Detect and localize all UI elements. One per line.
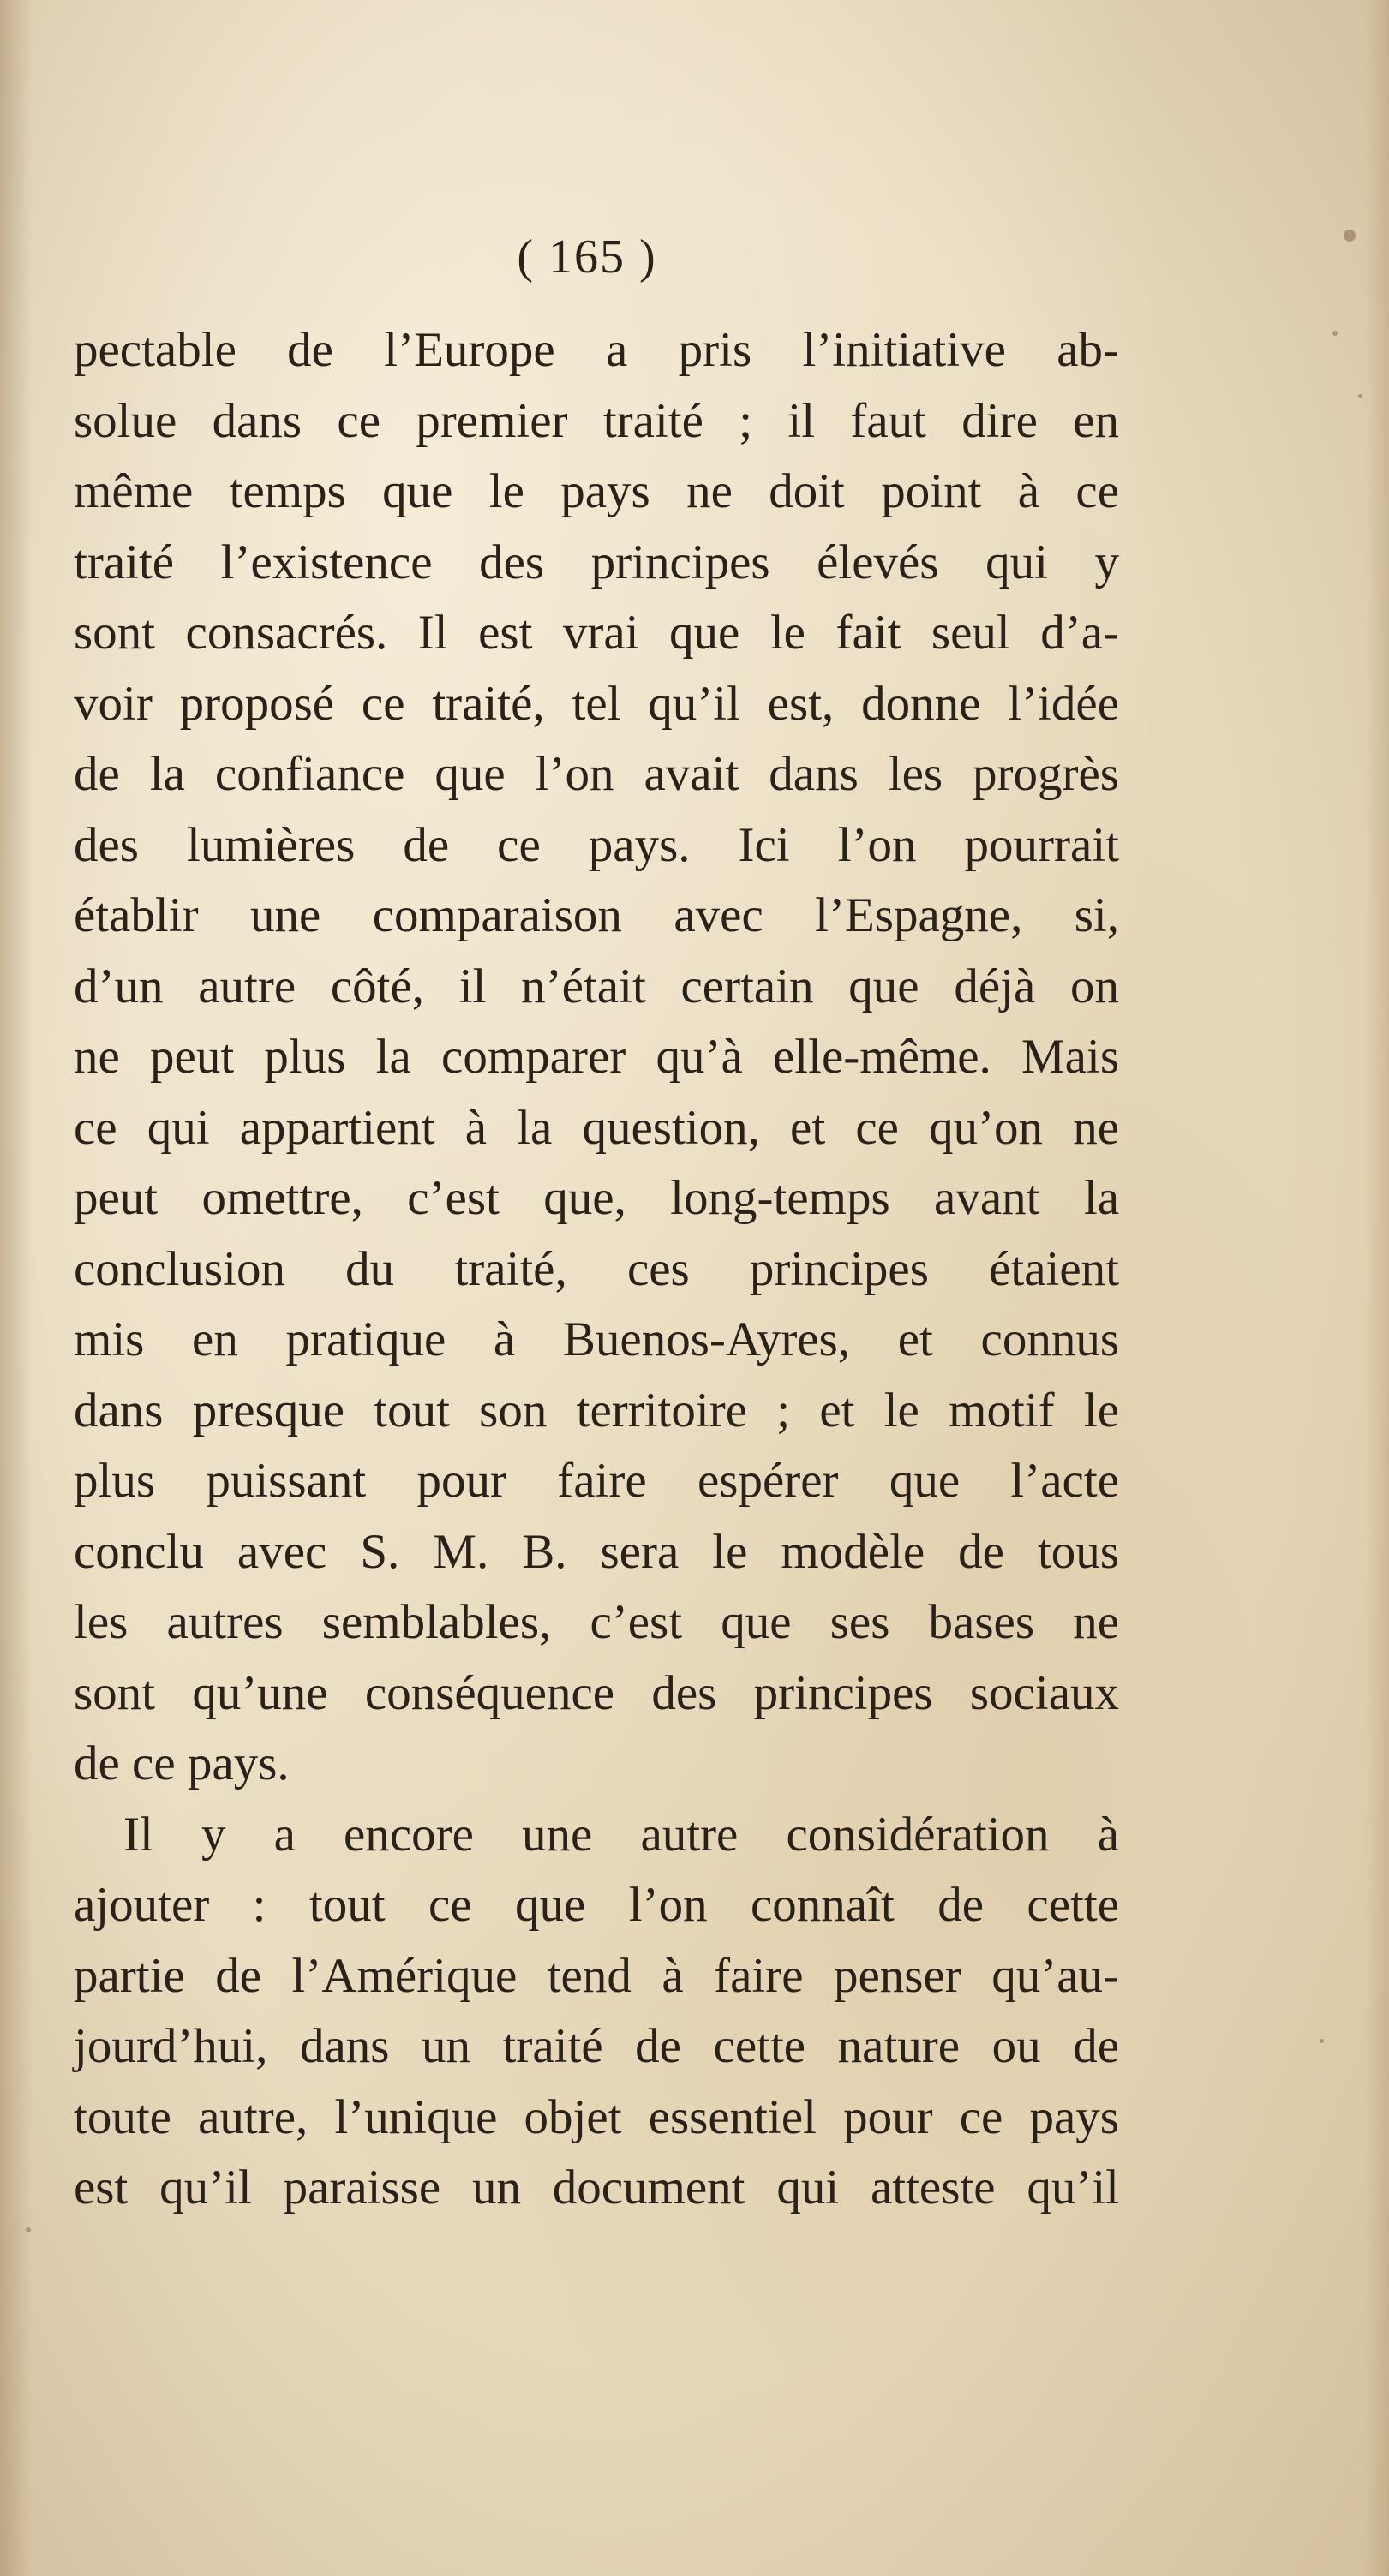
page-edge-shadow [1365, 0, 1389, 2576]
text-line: toute autre, l’unique objet essentiel pour ce pays [74, 2089, 1119, 2144]
spine-shadow [0, 0, 33, 2576]
page-number: ( 165 ) [517, 230, 657, 284]
text-line: Il y a encore une autre considération à [123, 1807, 1119, 1862]
text-line: solue dans ce premier traité ; il faut dire en [74, 393, 1119, 448]
text-line: ajouter : tout ce que l’on connaît de cette [74, 1878, 1119, 1932]
text-line: plus puissant pour faire espérer que l’acte [74, 1454, 1119, 1508]
text-line: jourd’hui, dans un traité de cette nature ou de [74, 2019, 1119, 2073]
text-line: conclu avec S. M. B. sera le modèle de tous [74, 1524, 1119, 1579]
body-text [74, 315, 1119, 2224]
paper-speck [26, 2227, 31, 2232]
text-line: peut omettre, c’est que, long-temps avant la [74, 1171, 1119, 1225]
text-line: conclusion du traité, ces principes étaient [74, 1241, 1119, 1296]
text-line: pectable de l’Europe a pris l’initiative ab- [74, 323, 1119, 377]
text-line: ce qui appartient à la question, et ce qu’on ne [74, 1100, 1119, 1155]
text-line: est qu’il paraisse un document qui atteste qu’il [74, 2161, 1119, 2214]
text-line: de la confiance que l’on avait dans les progrès [74, 747, 1119, 801]
paragraph [74, 315, 1119, 1800]
text-line: sont qu’une conséquence des principes sociaux [74, 1665, 1119, 1720]
text-line: d’un autre côté, il n’était certain que déjà on [74, 959, 1119, 1013]
text-line: sont consacrés. Il est vrai que le fait seul d’a- [74, 606, 1119, 660]
paper-speck [1320, 2039, 1324, 2043]
paper-speck [1358, 394, 1362, 398]
text-line: de ce pays. [74, 1736, 290, 1790]
text-line: établir une comparaison avec l’Espagne, si, [74, 888, 1119, 942]
text-line: des lumières de ce pays. Ici l’on pourrait [74, 817, 1119, 872]
paragraph [74, 1800, 1119, 2224]
text-line: partie de l’Amérique tend à faire penser qu’au- [74, 1948, 1119, 2003]
text-line: traité l’existence des principes élevés qui y [74, 535, 1119, 589]
text-line: voir proposé ce traité, tel qu’il est, donne l’idée [74, 676, 1119, 731]
text-line: même temps que le pays ne doit point à ce [74, 464, 1119, 518]
text-line: les autres semblables, c’est que ses bases ne [74, 1595, 1119, 1649]
paper-speck [1332, 331, 1338, 336]
paper-speck [1344, 230, 1356, 242]
text-line: dans presque tout son territoire ; et le motif le [74, 1383, 1119, 1437]
text-line: ne peut plus la comparer qu’à elle-même. Mais [74, 1030, 1119, 1084]
text-line: mis en pratique à Buenos-Ayres, et connus [74, 1312, 1119, 1366]
